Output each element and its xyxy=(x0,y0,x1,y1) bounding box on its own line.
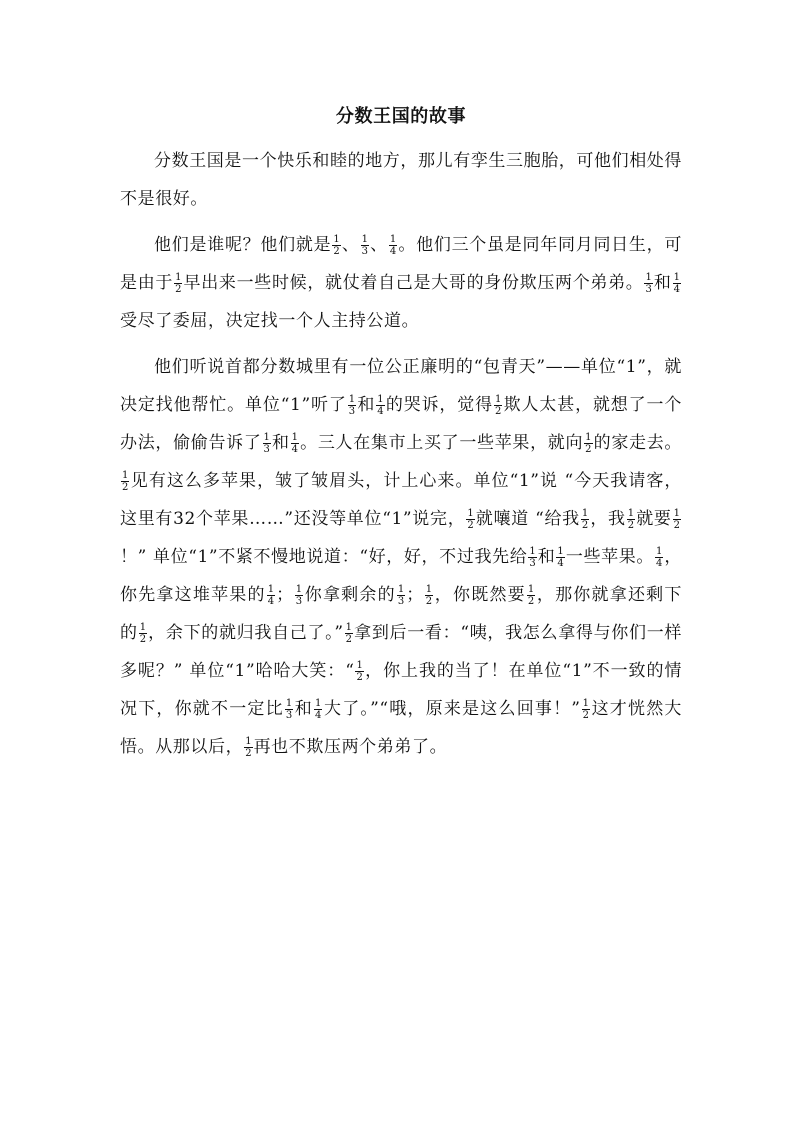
fraction-denominator: 2 xyxy=(495,406,502,417)
text-run: 。他们三个虽是同年同月同日生，可是由于 xyxy=(120,235,682,293)
fraction-numerator: 1 xyxy=(527,584,535,595)
text-run: ！” 单位“1”不紧不慢地说道：“好，好，不过我先给 xyxy=(120,547,528,567)
fraction-denominator: 2 xyxy=(333,246,340,257)
fraction-numerator: 1 xyxy=(425,584,433,595)
fraction xyxy=(627,508,635,531)
fraction-numerator: 1 xyxy=(377,394,384,405)
fraction xyxy=(121,470,129,493)
fraction xyxy=(425,584,433,607)
fraction-denominator: 4 xyxy=(291,444,299,455)
fraction-numerator: 1 xyxy=(582,698,589,709)
fraction-denominator: 2 xyxy=(527,596,535,607)
text-run: 拿到后一看：“咦，我怎么拿得与你们一样多呢？” 单位“1”哈哈大笑：“ xyxy=(120,623,682,681)
fraction-numerator: 1 xyxy=(315,698,322,709)
text-run: 他们是谁呢？他们就是 xyxy=(154,235,332,255)
fraction-denominator: 2 xyxy=(627,520,635,531)
text-run: ，我 xyxy=(590,509,626,529)
fraction-numerator: 1 xyxy=(267,584,275,595)
fraction-denominator: 2 xyxy=(122,482,129,493)
fraction-numerator: 1 xyxy=(285,698,293,709)
fraction-denominator: 4 xyxy=(315,710,322,721)
fraction-denominator: 3 xyxy=(645,284,652,295)
fraction-numerator: 1 xyxy=(245,736,252,747)
text-run: 就要 xyxy=(636,509,672,529)
fraction-numerator: 1 xyxy=(557,546,564,557)
fraction-denominator: 2 xyxy=(467,520,474,531)
text-run: 、 xyxy=(369,235,388,255)
fraction xyxy=(376,394,384,417)
fraction-denominator: 4 xyxy=(377,406,384,417)
text-run: 。三人在集市上买了一些苹果，就向 xyxy=(300,433,584,453)
fraction xyxy=(466,508,474,531)
fraction xyxy=(244,736,252,759)
text-run: ； xyxy=(276,585,294,605)
text-run: 这才恍然大悟。从那以后， xyxy=(120,699,682,757)
text-run: ，余下的就归我自己了。” xyxy=(148,623,344,643)
fraction-denominator: 2 xyxy=(245,748,252,759)
fraction-numerator: 1 xyxy=(673,272,680,283)
fraction-denominator: 3 xyxy=(529,558,536,569)
story-content xyxy=(120,98,682,774)
text-run: 早出来一些时候，就仗着自己是大哥的身份欺压两个弟弟。 xyxy=(183,273,644,293)
fraction-denominator: 2 xyxy=(345,634,353,645)
fraction-numerator: 1 xyxy=(673,508,680,519)
fraction xyxy=(673,508,681,531)
fraction xyxy=(556,546,564,569)
fraction xyxy=(673,272,681,295)
text-run: 、 xyxy=(341,235,360,255)
fraction-numerator: 1 xyxy=(361,234,368,245)
fraction-numerator: 1 xyxy=(348,394,356,405)
story-body xyxy=(120,142,682,766)
fraction xyxy=(285,698,293,721)
story-paragraph xyxy=(120,226,682,340)
fraction-denominator: 3 xyxy=(295,596,303,607)
text-run: 一些苹果。 xyxy=(565,547,654,567)
text-run: 再也不欺压两个弟弟了。 xyxy=(253,737,448,757)
fraction xyxy=(174,272,182,295)
text-run: 就嚷道 “给我 xyxy=(475,509,580,529)
fraction xyxy=(584,432,592,455)
text-run: 见有这么多苹果，皱了皱眉头，计上心来。单位“1”说 “今天我请客，这里有32个苹果……”还没等单位“1”说完， xyxy=(120,471,682,529)
fraction-denominator: 2 xyxy=(356,672,363,683)
fraction-numerator: 1 xyxy=(655,546,663,557)
fraction-denominator: 3 xyxy=(263,444,270,455)
fraction-numerator: 1 xyxy=(295,584,303,595)
fraction-denominator: 3 xyxy=(348,406,356,417)
fraction xyxy=(345,622,353,645)
fraction-denominator: 4 xyxy=(389,246,397,257)
text-run: ，你既然要 xyxy=(434,585,526,605)
fraction-denominator: 2 xyxy=(581,520,589,531)
fraction xyxy=(389,234,397,257)
fraction xyxy=(291,432,299,455)
text-run: 大了。”“哦，原来是这么回事！” xyxy=(323,699,581,719)
fraction-denominator: 4 xyxy=(557,558,564,569)
fraction xyxy=(332,234,340,257)
fraction-numerator: 1 xyxy=(356,660,363,671)
fraction-denominator: 4 xyxy=(267,596,275,607)
text-run: ，那你就拿还剩下的 xyxy=(120,585,682,643)
fraction-numerator: 1 xyxy=(467,508,474,519)
text-run: 和 xyxy=(653,273,672,293)
text-run: 你拿剩余的 xyxy=(304,585,396,605)
fraction-numerator: 1 xyxy=(529,546,536,557)
fraction-numerator: 1 xyxy=(345,622,353,633)
fraction-numerator: 1 xyxy=(389,234,397,245)
fraction xyxy=(355,660,363,683)
fraction-denominator: 2 xyxy=(175,284,182,295)
fraction xyxy=(314,698,322,721)
text-run: ； xyxy=(406,585,424,605)
fraction-numerator: 1 xyxy=(581,508,589,519)
fraction xyxy=(494,394,502,417)
text-run: 受尽了委屈，决定找一个人主持公道。 xyxy=(120,311,420,331)
fraction-denominator: 2 xyxy=(425,596,433,607)
fraction-denominator: 2 xyxy=(585,444,592,455)
text-run: 他们听说首都分数城里有一位公正廉明的“包青天”——单位“1”，就决定找他帮忙。单位“1”听了 xyxy=(120,357,682,415)
text-run: ，你上我的当了！在单位“1”不一致的情况下，你就不一定比 xyxy=(120,661,682,719)
fraction-denominator: 3 xyxy=(285,710,293,721)
fraction xyxy=(644,272,652,295)
fraction xyxy=(581,508,589,531)
fraction-numerator: 1 xyxy=(122,470,129,481)
fraction-denominator: 4 xyxy=(655,558,663,569)
fraction-numerator: 1 xyxy=(333,234,340,245)
text-run: 分数王国是一个快乐和睦的地方，那儿有孪生三胞胎，可他们相处得不是很好。 xyxy=(120,151,682,209)
text-run: 和 xyxy=(294,699,314,719)
fraction-denominator: 4 xyxy=(673,284,680,295)
fraction-denominator: 2 xyxy=(673,520,680,531)
fraction xyxy=(527,584,535,607)
fraction xyxy=(397,584,405,607)
fraction xyxy=(582,698,590,721)
fraction xyxy=(361,234,369,257)
fraction xyxy=(295,584,303,607)
fraction xyxy=(267,584,275,607)
fraction xyxy=(348,394,356,417)
fraction-numerator: 1 xyxy=(585,432,592,443)
text-run: 欺人太甚，就想了一个办法，偷偷告诉了 xyxy=(120,395,682,453)
page-title: 分数王国的故事 xyxy=(335,106,467,127)
fraction xyxy=(655,546,663,569)
text-run: ，你先拿这堆苹果的 xyxy=(120,547,682,605)
text-run: 和 xyxy=(357,395,376,415)
fraction-numerator: 1 xyxy=(175,272,182,283)
text-run: 的哭诉，觉得 xyxy=(385,395,494,415)
fraction-numerator: 1 xyxy=(627,508,635,519)
story-paragraph xyxy=(120,348,682,766)
text-run: 的家走去。 xyxy=(593,433,682,453)
fraction xyxy=(263,432,271,455)
fraction-numerator: 1 xyxy=(397,584,405,595)
fraction xyxy=(528,546,536,569)
fraction-denominator: 3 xyxy=(361,246,368,257)
fraction xyxy=(139,622,147,645)
fraction-numerator: 1 xyxy=(645,272,652,283)
story-paragraph xyxy=(120,142,682,218)
fraction-denominator: 3 xyxy=(397,596,405,607)
text-run: 和 xyxy=(271,433,290,453)
fraction-denominator: 2 xyxy=(139,634,147,645)
fraction-numerator: 1 xyxy=(495,394,502,405)
fraction-numerator: 1 xyxy=(139,622,147,633)
fraction-numerator: 1 xyxy=(263,432,270,443)
text-run: 和 xyxy=(537,547,556,567)
fraction-denominator: 2 xyxy=(582,710,589,721)
fraction-numerator: 1 xyxy=(291,432,299,443)
